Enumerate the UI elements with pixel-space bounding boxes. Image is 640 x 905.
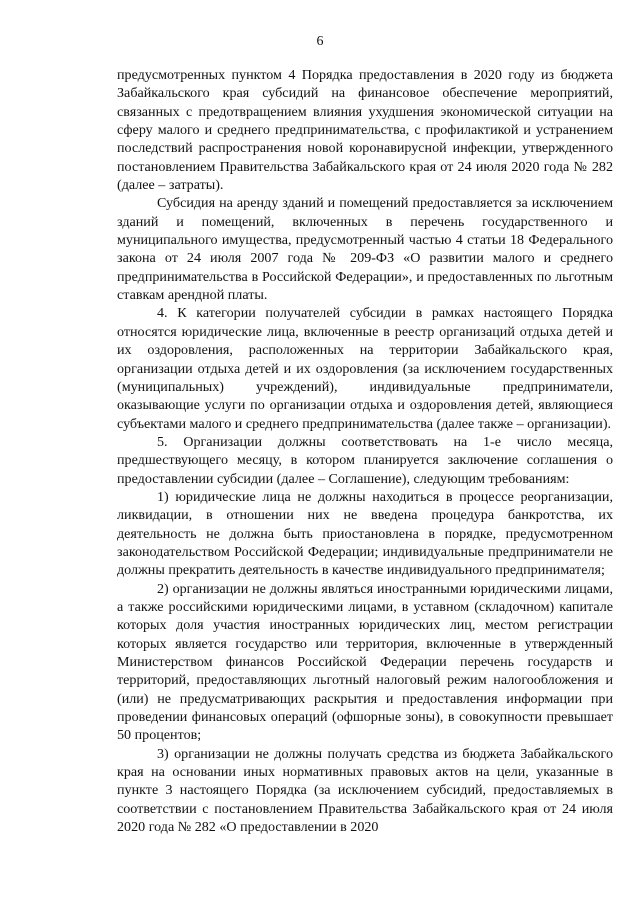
paragraph-item-5: 5. Организации должны соответствовать на 1-е число месяца, предшествующего месяцу, в котором планируется заключение соглашения о предоставлении субсидии (далее – Соглашение), следующим требованиям: [117,433,613,487]
paragraph-requirement-1: 1) юридические лица не должны находиться в процессе реорганизации, ликвидации, в отношении них не введена процедура банкротства, их деятельность не должна быть приостановлена в порядке, предусмотренном законодательством Российской Федерации; индивидуальные предприниматели не должны прекратить деятельность в качестве индивидуального предпринимателя; [117,488,613,579]
page-number: 6 [316,34,324,49]
paragraph-requirement-2: 2) организации не должны являться иностранными юридическими лицами, а также российскими юридическими лицами, в уставном (складочном) капитале которых доля участия иностранных юридических лиц, местом регистрации которых является государство или территория, включенные в утвержденный Министерством финансов Российской Федерации перечень государств и территорий, предоставляющих льготный налоговый режим налогообложения и (или) не предусматривающих раскрытия и предоставления информации при проведении финансовых операций (офшорные зоны), в совокупности превышает 50 процентов; [117,580,613,744]
document-body [117,66,613,836]
paragraph-requirement-3: 3) организации не должны получать средства из бюджета Забайкальского края на основании иных нормативных правовых актов на цели, указанные в пункте 3 настоящего Порядка (за исключением субсидий, предоставляемых в соответствии с постановлением Правительства Забайкальского края от 24 июля 2020 года № 282 «О предоставлении в 2020 [117,745,613,836]
paragraph-continuation: предусмотренных пунктом 4 Порядка предоставления в 2020 году из бюджета Забайкальского края субсидий на финансовое обеспечение мероприятий, связанных с предотвращением влияния ухудшения экономической ситуации на сферу малого и среднего предпринимательства, с профилактикой и устранением последствий распространения новой коронавирусной инфекции, утвержденного постановлением Правительства Забайкальского края от 24 июля 2020 года № 282 (далее – затраты). [117,67,613,194]
paragraph-subsidy-rent: Субсидия на аренду зданий и помещений предоставляется за исключением зданий и помещений, включенных в перечень государственного и муниципального имущества, предусмотренный частью 4 статьи 18 Федерального закона от 24 июля 2007 года № 209-ФЗ «О развитии малого и среднего предпринимательства в Российской Федерации», и предоставленных по льготным ставкам арендной платы. [117,195,613,304]
paragraph-item-4: 4. К категории получателей субсидии в рамках настоящего Порядка относятся юридические лица, включенные в реестр организаций отдыха детей и их оздоровления, расположенных на территории Забайкальского края, организации отдыха детей и их оздоровления (за исключением государственных (муниципальных) учреждений), индивидуальные предприниматели, оказывающие услуги по организации отдыха и оздоровления детей, являющиеся субъектами малого и среднего предпринимательства (далее также – организации). [117,305,613,432]
